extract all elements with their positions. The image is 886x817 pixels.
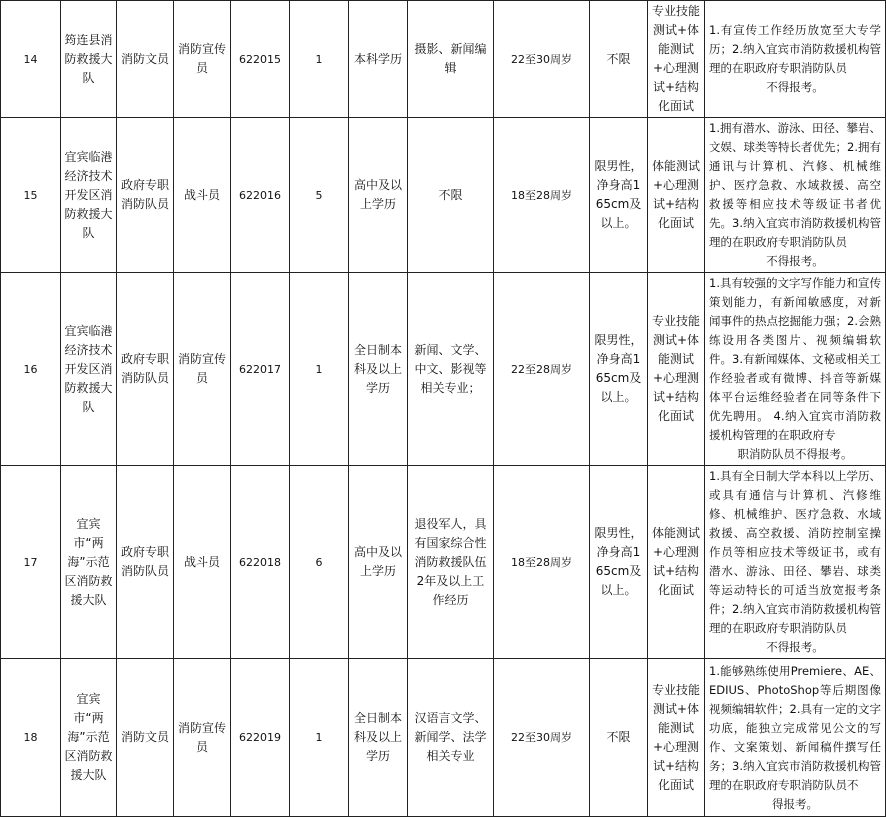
remarks	[705, 466, 886, 659]
position-code: 622015	[231, 1, 290, 118]
row-number: 17	[1, 466, 61, 659]
position-code: 622018	[231, 466, 290, 659]
position-name: 战斗员	[174, 118, 231, 273]
position-category: 政府专职消防队员	[117, 466, 174, 659]
hiring-unit: 筠连县消防救援大队	[61, 1, 117, 118]
major-requirement: 退役军人，具有国家综合性消防救援队伍2年及以上工作经历	[408, 466, 494, 659]
table-row	[1, 118, 886, 273]
major-requirement: 汉语言文学、新闻学、法学相关专业	[408, 659, 494, 817]
remarks-text-end: 不得报考。	[766, 80, 824, 94]
position-category: 消防文员	[117, 1, 174, 118]
hiring-count: 6	[290, 466, 349, 659]
row-number: 14	[1, 1, 61, 118]
table-row	[1, 466, 886, 659]
age-requirement: 22至30周岁	[494, 659, 590, 817]
remarks-text: 1.具有全日制大学本科以上学历、或具有通信与计算机、汽修维修、机械维护、医疗急救、水域救援、高空救援、消防控制室操作员等相应技术等级证书，或有潜水、游泳、田径、攀岩、球类等运动特长的可适当放宽报考条件；2.纳入宜宾市消防救援机构管理的在职政府专职消防队员	[709, 469, 881, 635]
other-requirement: 限男性，净身高165cm及以上。	[590, 118, 648, 273]
position-name: 消防宣传员	[174, 273, 231, 466]
hiring-unit: 宜宾市“两海”示范区消防救援大队	[61, 659, 117, 817]
hiring-unit: 宜宾临港经济技术开发区消防救援大队	[61, 118, 117, 273]
exam-method: 体能测试+心理测试+结构化面试	[648, 466, 705, 659]
remarks	[705, 1, 886, 118]
exam-method: 专业技能测试+体能测试+心理测试+结构化面试	[648, 1, 705, 118]
remarks	[705, 118, 886, 273]
remarks	[705, 273, 886, 466]
table-row	[1, 1, 886, 118]
remarks	[705, 659, 886, 817]
row-number: 16	[1, 273, 61, 466]
hiring-count: 5	[290, 118, 349, 273]
other-requirement: 限男性，净身高165cm及以上。	[590, 466, 648, 659]
remarks-text: 1.拥有潜水、游泳、田径、攀岩、文娱、球类等特长者优先；2.拥有通讯与计算机、汽修、机械维护、医疗急救、水域救援、高空救援等相应技术等级证书者优先。3.纳入宜宾市消防救援机构管理的在职政府专职消防队员	[709, 121, 881, 249]
education-requirement: 全日制本科及以上学历	[349, 659, 408, 817]
position-name: 消防宣传员	[174, 659, 231, 817]
position-category: 政府专职消防队员	[117, 273, 174, 466]
row-number: 18	[1, 659, 61, 817]
remarks-text: 1.具有较强的文字写作能力和宣传策划能力，有新闻敏感度，对新闻事件的热点挖掘能力强；2.会熟练设用各类图片、视频编辑软件。3.有新闻媒体、文秘或相关工作经验者或有微博、抖音等新媒体平台运维经验者在同等条件下优先聘用。 4.纳入宜宾市消防救援机构管理的在职政府专	[709, 276, 881, 442]
age-requirement: 22至30周岁	[494, 1, 590, 118]
other-requirement: 不限	[590, 1, 648, 118]
hiring-count: 1	[290, 273, 349, 466]
table-row	[1, 273, 886, 466]
remarks-text-end: 不得报考。	[766, 254, 824, 268]
major-requirement: 摄影、新闻编辑	[408, 1, 494, 118]
education-requirement: 高中及以上学历	[349, 118, 408, 273]
remarks-text: 1.有宣传工作经历放宽至大专学历；2.纳入宜宾市消防救援机构管理的在职政府专职消防队员	[709, 23, 881, 75]
exam-method: 专业技能测试+体能测试+心理测试+结构化面试	[648, 659, 705, 817]
position-code: 622019	[231, 659, 290, 817]
remarks-text-end: 职消防队员不得报考。	[737, 447, 853, 461]
age-requirement: 22至28周岁	[494, 273, 590, 466]
hiring-unit: 宜宾临港经济技术开发区消防救援大队	[61, 273, 117, 466]
row-number: 15	[1, 118, 61, 273]
education-requirement: 高中及以上学历	[349, 466, 408, 659]
remarks-text-end: 得报考。	[772, 796, 818, 811]
major-requirement: 新闻、文学、中文、影视等相关专业；	[408, 273, 494, 466]
position-category: 政府专职消防队员	[117, 118, 174, 273]
position-name: 消防宣传员	[174, 1, 231, 118]
position-name: 战斗员	[174, 466, 231, 659]
table-row	[1, 659, 886, 817]
education-requirement: 全日制本科及以上学历	[349, 273, 408, 466]
other-requirement: 限男性，净身高165cm及以上。	[590, 273, 648, 466]
education-requirement: 本科学历	[349, 1, 408, 118]
remarks-text-end: 不得报考。	[766, 640, 824, 654]
remarks-text: 1.能够熟练使用Premiere、AE、EDIUS、PhotoShop等后期图像视频编辑软件；2.具有一定的文字功底，能独立完成常见公文的写作、文案策划、新闻稿件撰写任务；3.纳入宜宾市消防救援机构管理的在职政府专职消防队员不	[709, 663, 881, 792]
other-requirement: 不限	[590, 659, 648, 817]
exam-method: 体能测试+心理测试+结构化面试	[648, 118, 705, 273]
age-requirement: 18至28周岁	[494, 118, 590, 273]
hiring-count: 1	[290, 659, 349, 817]
age-requirement: 18至28周岁	[494, 466, 590, 659]
position-category: 消防文员	[117, 659, 174, 817]
position-code: 622017	[231, 273, 290, 466]
exam-method: 专业技能测试+体能测试+心理测试+结构化面试	[648, 273, 705, 466]
hiring-unit: 宜宾市“两海”示范区消防救援大队	[61, 466, 117, 659]
position-code: 622016	[231, 118, 290, 273]
hiring-count: 1	[290, 1, 349, 118]
major-requirement: 不限	[408, 118, 494, 273]
